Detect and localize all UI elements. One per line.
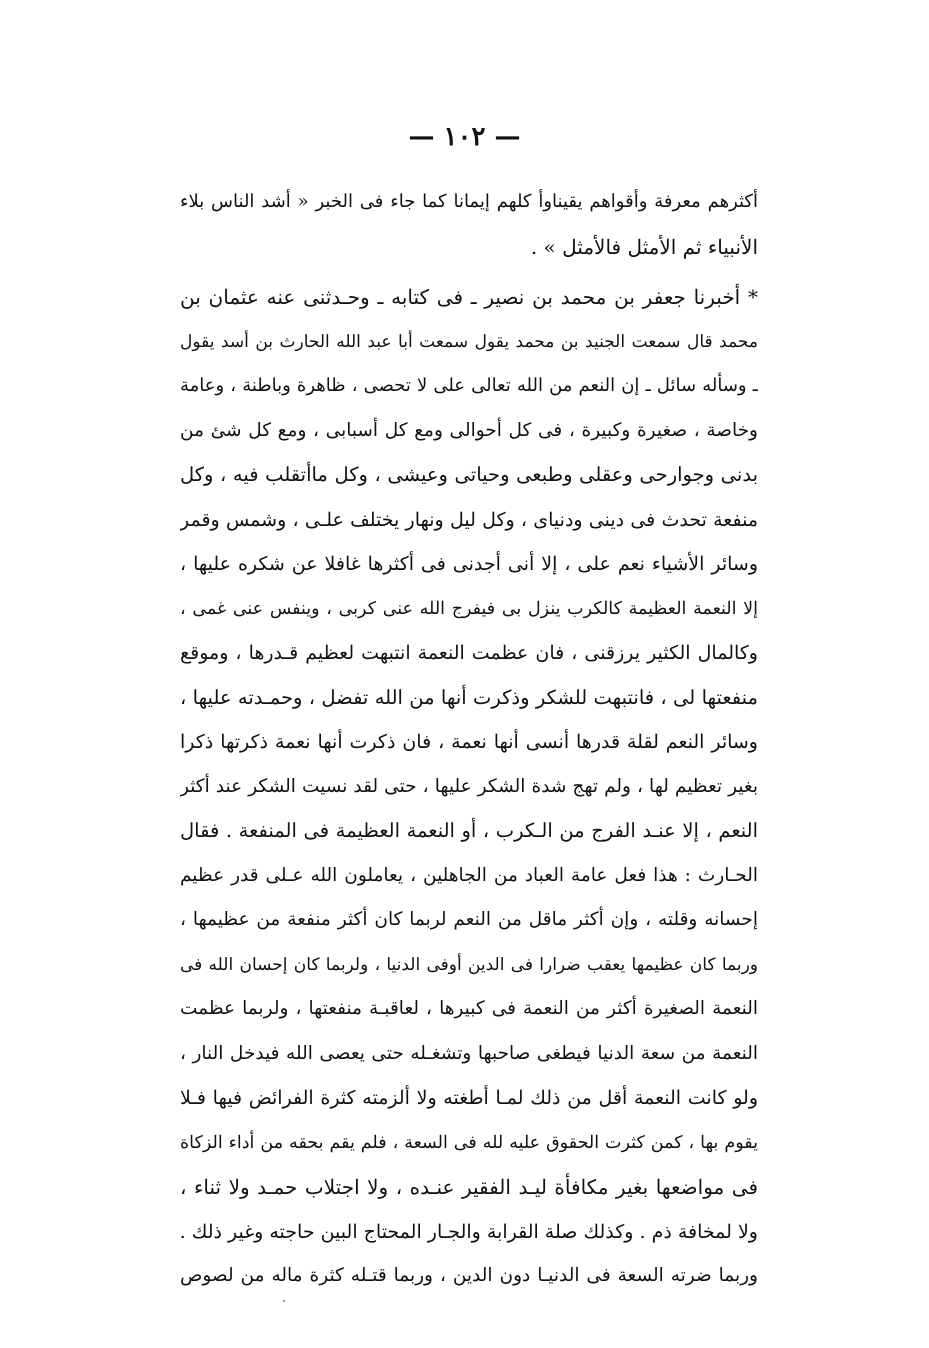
text-line: النعمة من سعة الدنيا فيطغى صاحبها وتشغـله حتى يعصى الله فيدخل النار ، (180, 1042, 758, 1064)
text-line: منفعة تحدث فى دينى ودنياى ، وكل ليل ونهار يختلف علـى ، وشمس وقمر (180, 508, 758, 531)
text-line: بغير تعظيم لها ، ولم تهج شدة الشكر عليها ، حتى لقد نسيت الشكر عند أكثر (180, 775, 758, 797)
text-line: ـ وسأله سائل ـ إن النعم من الله تعالى على لا تحصى ، ظاهرة وباطنة ، وعامة (180, 375, 758, 396)
text-line: وربما ضرته السعة فى الدنيـا دون الدين ، وربما قتـله كثرة ماله من لصوص (180, 1265, 758, 1286)
text-line: يقوم بها ، كمن كثرت الحقوق عليه لله فى السعة ، فلم يقم بحقه من أداء الزكاة (180, 1132, 758, 1153)
text-line: * أخبرنا جعفر بن محمد بن نصير ـ فى كتابه ـ وحـدثنى عنه عثمان بن (180, 285, 758, 309)
text-line: محمد قال سمعت الجنيد بن محمد يقول سمعت أبا عبد الله الحارث بن أسد يقول (180, 331, 758, 352)
text-line: أكثرهم معرفة وأقواهم يقيناوأ كلهم إيمانا كما جاء فى الخبر « أشد الناس بلاء (180, 191, 758, 212)
scan-speck (283, 1300, 285, 1302)
text-line: بدنى وجوارحى وعقلى وطبعى وحياتى وعيشى ، وكل ماأتقلب فيه ، وكل (180, 463, 758, 486)
text-line: فى مواضعها بغير مكافأة ليـد الفقير عنـده ، ولا اجتلاب حمـد ولا ثناء ، (180, 1175, 758, 1199)
text-line: الحـارث : هذا فعل عامة العباد من الجاهلين ، يعاملون الله عـلى قدر عظيم (180, 864, 758, 886)
text-line: وكالمال الكثير يرزقنى ، فان عظمت النعمة انتبهت لعظيم قـدرها ، وموقع (180, 642, 758, 664)
text-line: الأنبياء ثم الأمثل فالأمثل » . (530, 234, 758, 259)
text-line: إلا النعمة العظيمة كالكرب ينزل بى فيفرج الله عنى كربى ، وينفس عنى غمى ، (180, 598, 758, 619)
text-line: وسائر الأشياء نعم على ، إلا أنى أجدنى فى أكثرها غافلا عن شكره عليها ، (180, 553, 758, 575)
text-line: النعم ، إلا عنـد الفرج من الـكرب ، أو النعمة العظيمة فى المنفعة . فقال (180, 819, 758, 842)
body-text (180, 180, 758, 1299)
text-line: النعمة الصغيرة أكثر من النعمة فى كبيرها ، لعاقبـة منفعتها ، ولربما عظمت (180, 998, 758, 1019)
text-line: ولو كانت النعمة أقل من ذلك لمـا أطغته ولا ألزمته كثرة الفرائض فيها فـلا (180, 1087, 758, 1109)
text-line: إحسانه وقلته ، وإن أكثر ماقل من النعم لربما كان أكثر منفعة من عظيمها ، (180, 909, 758, 930)
text-line: منفعتها لى ، فانتبهت للشكر وذكرت أنها من الله تفضل ، وحمـدته عليها ، (180, 685, 758, 709)
text-line: وخاصة ، صغيرة وكبيرة ، فى كل أحوالى ومع كل أسبابى ، ومع كل شئ من (180, 419, 758, 441)
text-line: وربما كان عظيمها يعقب ضرارا فى الدين أوفى الدنيا ، ولربما كان إحسان الله فى (180, 954, 758, 975)
page-number: — ١٠٢ — (408, 122, 521, 152)
text-line: ولا لمخافة ذم . وكذلك صلة القرابة والجـار المحتاج البين حاجته وغير ذلك . (180, 1220, 758, 1243)
text-line: وسائر النعم لقلة قدرها أنسى أنها نعمة ، فان ذكرت أنها نعمة ذكرتها ذكرا (180, 731, 758, 753)
